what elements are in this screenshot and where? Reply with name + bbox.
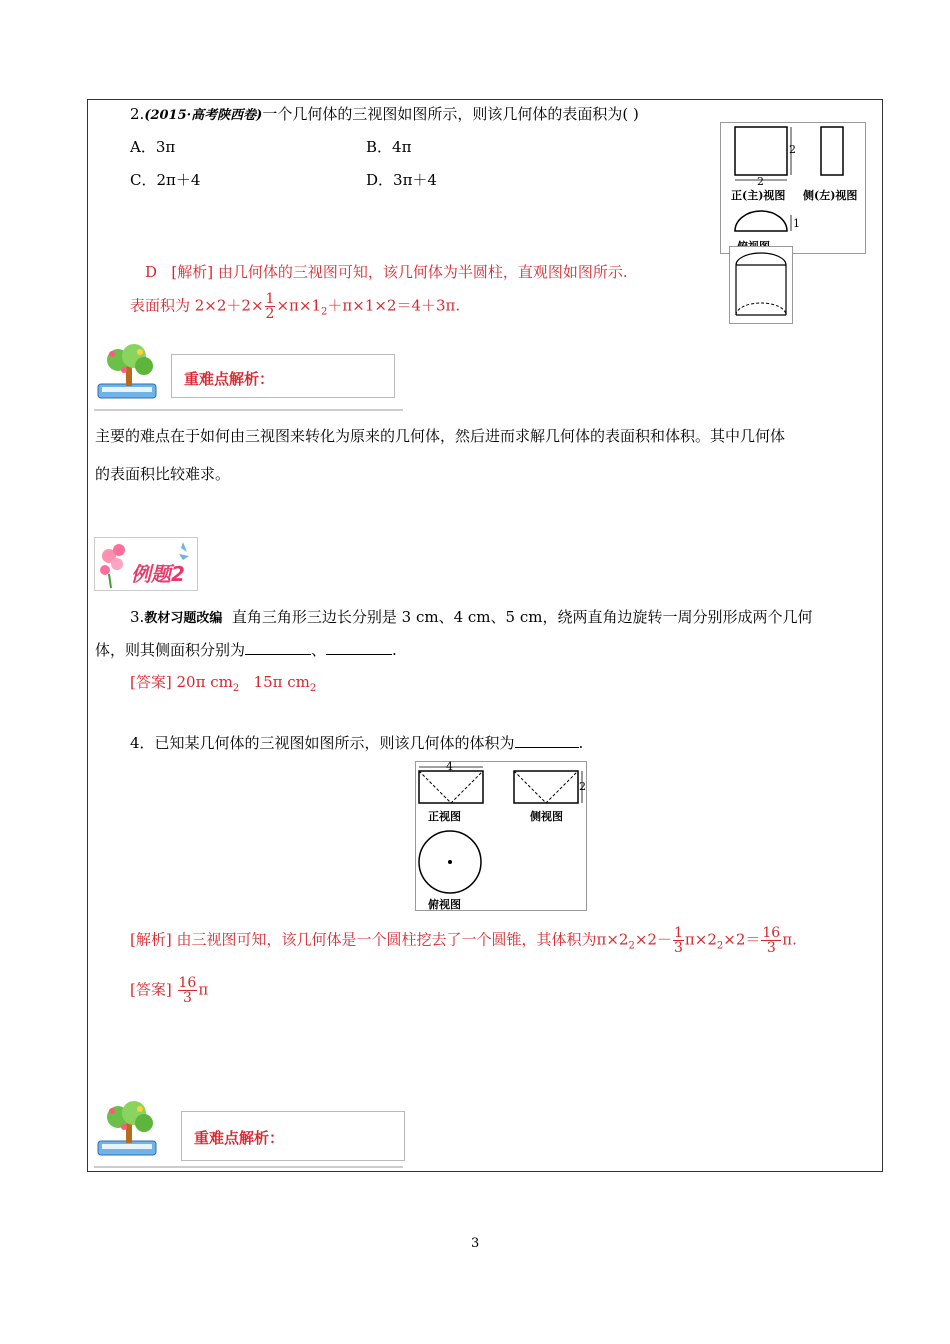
banner-1-label: 重难点解析： (184, 370, 275, 388)
q2-half-cylinder-figure (729, 246, 793, 324)
q2-dim-side: 2 (789, 143, 796, 156)
q4-analysis: [解析] 由三视图可知，该几何体是一个圆柱挖去了一个圆锥，其体积为$\pi\times 2_2\times 2-$ $\frac{1}{3}$ $\pi\times 2_2\times 2=$ $\frac{16}{3}$ π. (130, 925, 797, 956)
difficulty-banner-2 (94, 1101, 403, 1168)
q4-three-view-figure (415, 761, 587, 911)
q2-dim-1: 1 (793, 217, 800, 230)
q2-dim-bottom: 2 (757, 175, 764, 188)
difficulty-para-line-1: 主要的难点在于如何由三视图来转化为原来的几何体，然后进而求解几何体的表面积和体积。其中几何体 (95, 427, 786, 445)
tree-book-icon (94, 344, 166, 406)
difficulty-banner-1 (94, 344, 403, 411)
q2-surface-area: 表面积为 2×2＋2× $\frac{1}{2}$ $\times\pi\times 1_2+\pi\times 1\times 2=4+3\pi$. (130, 291, 461, 322)
q3-stem-line-1: 3.教材习题改编 直角三角形三边长分别是 3 cm、4 cm、5 cm，绕两直角边旋转一周分别形成两个几何 (130, 608, 813, 626)
q2-option-b: B．4π (366, 138, 412, 156)
q4-front-label: 正视图 (428, 810, 461, 823)
example-2-badge (94, 537, 198, 591)
q2-option-a: A．3π (130, 138, 176, 156)
tree-book-icon (94, 1101, 166, 1163)
example-2-label: 例题2 (131, 562, 185, 586)
q4-side-label: 侧视图 (530, 810, 563, 823)
q4-stem: 4．已知某几何体的三视图如图所示，则该几何体的体积为 . (130, 734, 584, 752)
banner-2-label: 重难点解析： (194, 1129, 285, 1147)
q4-top-label: 俯视图 (428, 898, 461, 911)
q2-three-view-figure (720, 122, 866, 254)
q4-dim-2: 2 (579, 780, 586, 793)
q3-stem-line-2: 体，则其侧面积分别为 、 . (95, 641, 397, 659)
q2-option-d: D．3π＋4 (366, 171, 437, 189)
page-number: 3 (471, 1236, 480, 1251)
q2-analysis: D [解析] 由几何体的三视图可知，该几何体为半圆柱，直观图如图所示. (145, 263, 628, 281)
q2-option-c: C．2π＋4 (130, 171, 201, 189)
q2-stem: 2.(2015·高考陕西卷)一个几何体的三视图如图所示，则该几何体的表面积为( ) (130, 105, 639, 123)
difficulty-para-line-2: 的表面积比较难求。 (95, 465, 231, 483)
q2-side-label: 侧(左)视图 (803, 189, 858, 202)
q4-answer: [答案] $\frac{16}{3}$ π (130, 975, 209, 1006)
q4-dim-4: 4 (446, 760, 453, 773)
q3-answer: [答案] 20π $cm_2$ 15π $cm_2$ (130, 673, 317, 694)
q2-front-label: 正(主)视图 (731, 189, 786, 202)
